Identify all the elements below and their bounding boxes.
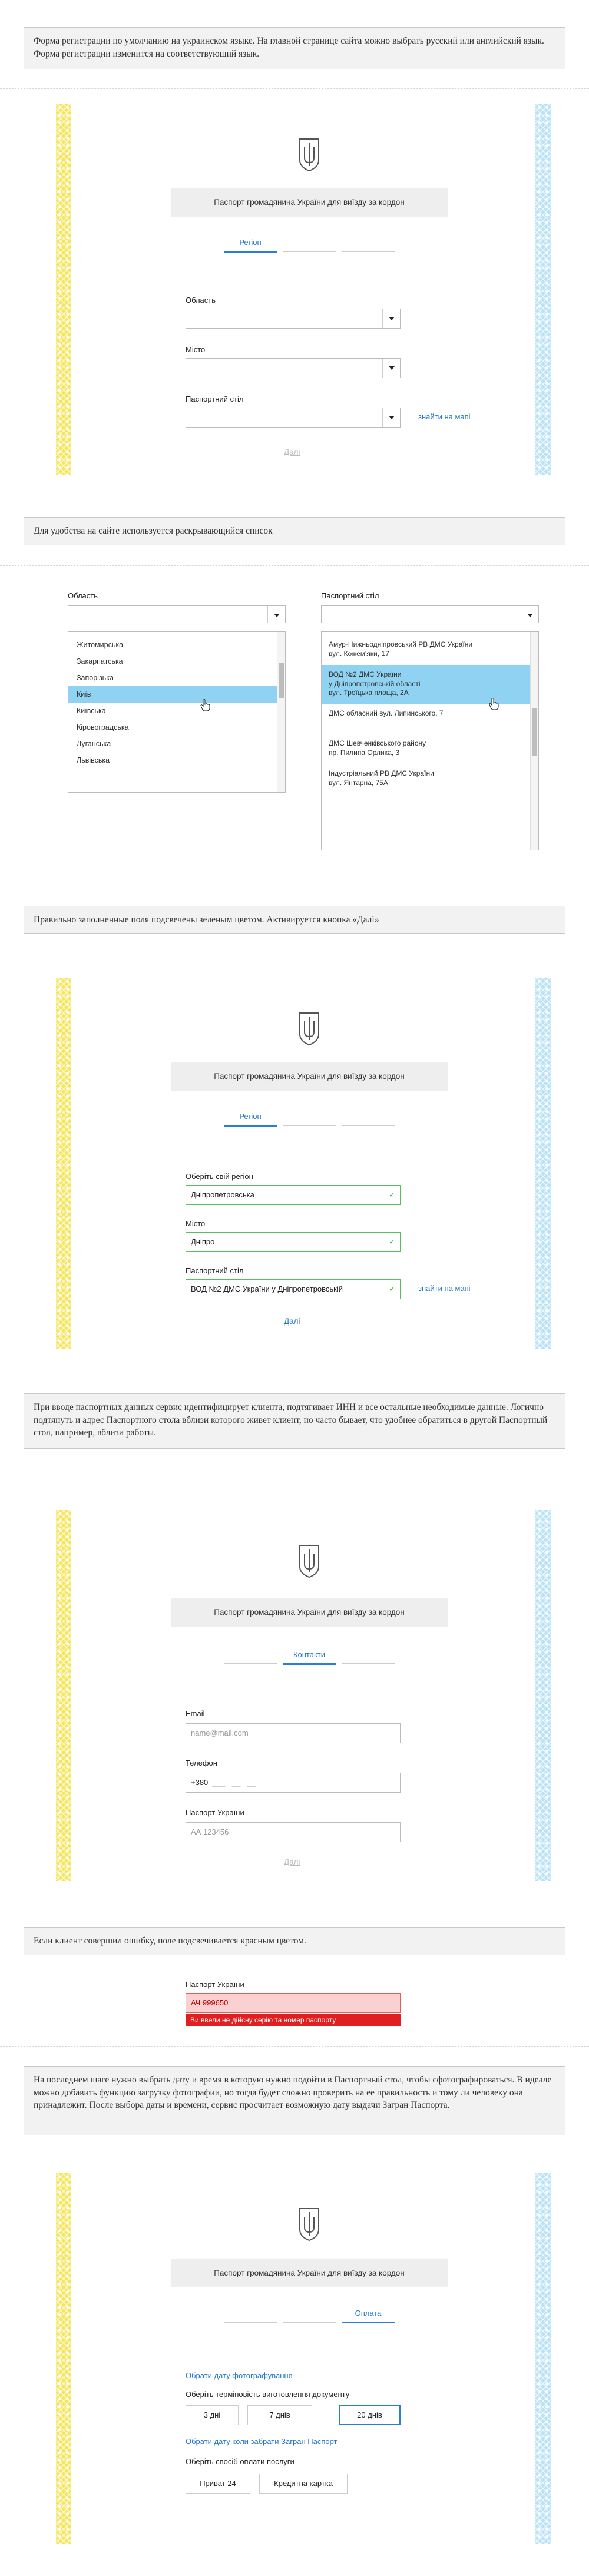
region-select[interactable]	[186, 309, 401, 329]
office-list[interactable]	[321, 631, 539, 850]
region-list-item[interactable]: Київ	[68, 686, 285, 703]
office-list-item[interactable]	[322, 734, 538, 764]
office-list-item-line: вул. Троїцька площа, 2А	[329, 688, 409, 697]
region-label: Область	[186, 296, 216, 304]
office-list-item-line: у Дніпропетровській області	[329, 679, 421, 688]
error-message: Ви ввели не дійсну серію та номер паспорту	[186, 2014, 401, 2026]
region-label: Оберіть свій регіон	[186, 1172, 253, 1181]
region-list-item[interactable]: Закарпатська	[77, 657, 123, 665]
email-field[interactable]: name@mail.com	[186, 1723, 401, 1743]
page-title: Паспорт громадянина України для виїзду за кордон	[171, 1598, 448, 1627]
dropdown-region-label: Область	[68, 591, 98, 600]
error-passport-label: Паспорт України	[186, 1980, 244, 1989]
scrollbar[interactable]	[530, 632, 538, 850]
office-list-item[interactable]	[322, 704, 538, 734]
step-progress	[224, 1650, 395, 1666]
coat-of-arms-icon	[297, 1543, 321, 1578]
chevron-down-icon	[382, 359, 400, 378]
dropdown-office-select[interactable]	[321, 605, 539, 623]
passport-label: Паспорт України	[186, 1808, 244, 1817]
payment-label: Оберіть спосіб оплати послуги	[186, 2457, 294, 2466]
step-contacts[interactable]: Контакти	[283, 1650, 336, 1659]
dropdown-office-label: Паспортний стіл	[321, 591, 379, 600]
note-error: Если клиент совершил ошибку, поле подсвечивается красным цветом.	[24, 1927, 565, 1955]
city-select[interactable]: Дніпро ✓	[186, 1232, 401, 1252]
page-title: Паспорт громадянина України для виїзду за кордон	[171, 1062, 448, 1091]
office-list-item-line: ВОД №2 ДМС України	[329, 670, 402, 678]
region-select[interactable]: Дніпропетровська ✓	[186, 1185, 401, 1205]
city-label: Місто	[186, 1219, 206, 1228]
office-list-item[interactable]	[322, 764, 538, 794]
region-list-item[interactable]: Львівська	[77, 756, 110, 764]
office-list-item[interactable]	[322, 665, 538, 704]
urgency-3-days[interactable]: 3 дні	[186, 2405, 239, 2425]
chevron-down-icon	[267, 606, 285, 623]
office-list-item-line: ДМС Шевченківського району	[329, 739, 426, 747]
note-dropdown: Для удобства на сайте используется раскрывающийся список	[24, 517, 565, 545]
divider	[0, 565, 589, 566]
ornament-right	[535, 978, 551, 1349]
divider	[0, 2046, 589, 2047]
office-list-item-line: вул. Янтарна, 75А	[329, 778, 388, 787]
region-list-item[interactable]: Київська	[77, 707, 106, 715]
find-on-map-link[interactable]: знайти на мапі	[418, 1284, 471, 1293]
registration-form-payment	[56, 2173, 551, 2544]
ornament-left	[56, 2173, 71, 2544]
scrollbar[interactable]	[277, 632, 285, 792]
chevron-down-icon	[521, 606, 538, 623]
registration-form-filled	[56, 978, 551, 1349]
credit-card-button[interactable]: Кредитна картка	[259, 2474, 348, 2494]
pickup-date-link[interactable]: Обрати дату коли забрати Загран Паспорт	[186, 2437, 337, 2446]
office-select[interactable]	[186, 408, 401, 428]
step-progress	[224, 1112, 395, 1127]
ornament-left	[56, 104, 71, 475]
coat-of-arms-icon	[297, 2206, 321, 2241]
step-payment[interactable]: Оплата	[342, 2309, 395, 2317]
city-label: Місто	[186, 345, 206, 354]
email-label: Email	[186, 1709, 205, 1718]
office-label: Паспортний стіл	[186, 395, 244, 403]
office-label: Паспортний стіл	[186, 1266, 244, 1275]
office-select[interactable]: ВОД №2 ДМС України у Дніпропетровській ✓	[186, 1279, 401, 1299]
office-list-item-line: пр. Пилипа Орлика, 3	[329, 748, 400, 757]
note-language: Форма регистрации по умолчанию на украинском языке. На главной странице сайта можно выбрать русский или английский язык. Форма регистрации изменится на соответствующий язык.	[24, 27, 565, 69]
urgency-20-days[interactable]: 20 днів	[339, 2405, 401, 2425]
registration-form-region	[56, 104, 551, 475]
office-list-item-line: ДМС обласний вул. Липинського, 7	[329, 709, 444, 717]
divider	[0, 88, 589, 89]
note-validation: Правильно заполненные поля подсвечены зеленым цветом. Активируется кнопка «Далі»	[24, 906, 565, 934]
office-list-item-line: вул. Кожем'яки, 17	[329, 649, 389, 658]
ornament-right	[535, 104, 551, 475]
dropdown-region-select[interactable]	[68, 605, 286, 623]
check-icon: ✓	[389, 1237, 395, 1246]
page-title: Паспорт громадянина України для виїзду за кордон	[171, 188, 448, 217]
registration-form-contacts	[56, 1510, 551, 1881]
check-icon: ✓	[389, 1284, 395, 1293]
region-list-item[interactable]: Луганська	[77, 740, 111, 748]
ornament-left	[56, 978, 71, 1349]
passport-field[interactable]: АА 123456	[186, 1822, 401, 1842]
note-final-step: На последнем шаге нужно выбрать дату и время в которую нужно подойти в Паспортный стол, чтобы сфотографироваться. В идеале можно добавить функцию загрузку фотографии, но тогда будет сложно проверить на ее правильность и тому ли человеку она принадлежит. После выбора даты и времени, сервис просчитает возможную дату выдачи Загран Паспорта.	[24, 2066, 565, 2135]
error-passport-field[interactable]: АЧ 999650	[186, 1993, 401, 2013]
step-region[interactable]: Регіон	[224, 1112, 277, 1121]
find-on-map-link[interactable]: знайти на мапі	[418, 412, 471, 421]
photo-date-link[interactable]: Обрати дату фотографування	[186, 2371, 293, 2380]
region-list-item[interactable]: Кіровоградська	[77, 723, 129, 731]
step-region[interactable]: Регіон	[224, 238, 277, 247]
ornament-right	[535, 1510, 551, 1881]
note-passport-data: При вводе паспортных данных сервис идентифицирует клиента, подтягивает ИНН и все остальные необходимые данные. Логично подтянуть и адрес Паспортного стола вблизи которого живет клиент, но часто бывает, что удобнее обратиться в другой Паспортный стол, например, вблизи работы.	[24, 1393, 565, 1449]
urgency-7-days[interactable]: 7 днів	[247, 2405, 312, 2425]
region-list[interactable]	[68, 631, 286, 793]
ornament-left	[56, 1510, 71, 1881]
next-button[interactable]: Далі	[284, 1857, 300, 1866]
ornament-right	[535, 2173, 551, 2544]
step-progress	[224, 2309, 395, 2324]
hand-cursor-icon	[489, 697, 499, 710]
phone-field[interactable]: +380 ___ - __ - __	[186, 1773, 401, 1793]
urgency-label: Оберіть терміновість виготовлення документу	[186, 2390, 350, 2399]
step-progress	[224, 238, 395, 253]
next-button[interactable]: Далі	[284, 448, 300, 456]
office-list-item-line: Індустріальний РВ ДМС України	[329, 769, 434, 777]
check-icon: ✓	[389, 1190, 395, 1199]
office-list-item-line: Амур-Нижньодніпровський РВ ДМС України	[329, 640, 473, 648]
privat24-button[interactable]: Приват 24	[186, 2474, 250, 2494]
page-title: Паспорт громадянина України для виїзду за кордон	[171, 2259, 448, 2287]
next-button[interactable]: Далі	[284, 1317, 300, 1326]
chevron-down-icon	[382, 408, 400, 427]
region-list-item[interactable]: Житомирська	[77, 641, 124, 649]
hand-cursor-icon	[200, 698, 211, 711]
office-list-item[interactable]	[322, 635, 538, 665]
phone-label: Телефон	[186, 1759, 217, 1767]
coat-of-arms-icon	[297, 1011, 321, 1046]
coat-of-arms-icon	[297, 137, 321, 172]
city-select[interactable]	[186, 358, 401, 378]
region-list-item[interactable]: Запорізька	[77, 674, 114, 682]
chevron-down-icon	[382, 309, 400, 328]
